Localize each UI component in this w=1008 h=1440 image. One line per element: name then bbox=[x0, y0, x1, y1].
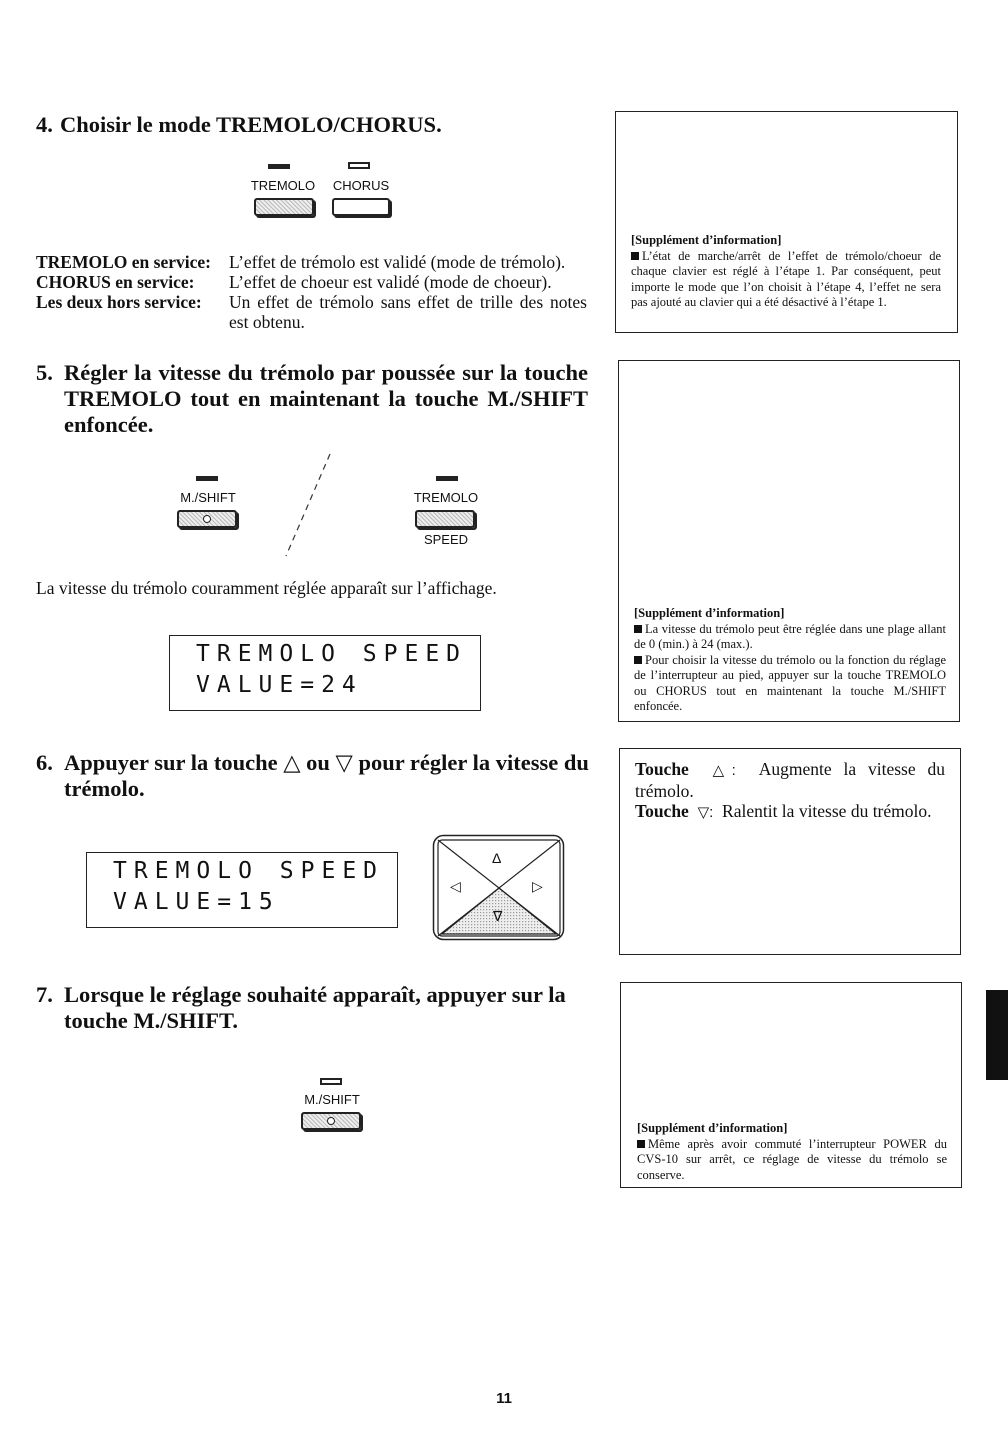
mode-desc: L’effet de trémolo est validé (mode de trémolo). bbox=[229, 252, 566, 272]
mode-row bbox=[36, 252, 590, 272]
shift-dot-icon bbox=[203, 515, 211, 523]
tremolo-button[interactable] bbox=[254, 198, 314, 216]
key-desc-text: Ralentit la vitesse du trémolo. bbox=[722, 801, 932, 821]
supplement-item-text: Pour choisir la vitesse du trémolo ou la fonction du réglage de l’interrupteur au pied, appuyer sur la touche TREMOLO ou CHORUS tout en maintenant la touche M./SHIFT enfoncée. bbox=[634, 652, 946, 713]
shift-led-off-icon bbox=[320, 1078, 342, 1085]
left-arrow-icon[interactable]: ◁ bbox=[450, 878, 461, 894]
speed-panel-label: SPEED bbox=[423, 532, 469, 547]
supplement-1 bbox=[631, 233, 941, 311]
shift-dot-icon bbox=[327, 1117, 335, 1125]
key-descriptions bbox=[635, 759, 945, 823]
tremolo-panel-label: TREMOLO bbox=[413, 490, 479, 505]
tremolo-speed-button[interactable] bbox=[415, 510, 475, 528]
mode-row bbox=[36, 272, 590, 292]
step5-panel bbox=[170, 452, 500, 558]
supplement-title: [Supplément d’information] bbox=[634, 606, 785, 620]
step6-heading bbox=[36, 750, 590, 802]
mode-desc: Un effet de trémolo sans effet de trille des notes est obtenu. bbox=[229, 292, 587, 332]
chorus-button[interactable] bbox=[332, 198, 390, 216]
supplement-item bbox=[634, 622, 946, 653]
step7-title: Lorsque le réglage souhaité apparaît, appuyer sur la touche M./SHIFT. bbox=[64, 982, 566, 1033]
step5-note: La vitesse du trémolo couramment réglée apparaît sur l’affichage. bbox=[36, 578, 497, 598]
lcd-line1: TREMOLO SPEED bbox=[196, 641, 468, 667]
lcd-line2: VALUE=15 bbox=[113, 889, 280, 915]
supplement-title: [Supplément d’information] bbox=[631, 233, 782, 247]
up-triangle-icon: △: bbox=[712, 762, 736, 779]
right-arrow-icon[interactable]: ▷ bbox=[532, 878, 543, 894]
down-arrow-icon[interactable]: ∇ bbox=[493, 908, 503, 924]
lcd-line1: TREMOLO SPEED bbox=[113, 858, 385, 884]
mode-label: CHORUS en service: bbox=[36, 272, 195, 292]
lcd-display-speed-24 bbox=[169, 635, 481, 711]
bullet-icon bbox=[634, 625, 642, 633]
tremolo-led-on-icon bbox=[268, 164, 290, 169]
tremolo-panel-label: TREMOLO bbox=[250, 178, 316, 193]
step4-title: Choisir le mode TREMOLO/CHORUS. bbox=[60, 112, 442, 137]
slash-divider bbox=[278, 452, 338, 558]
lcd-display-speed-15 bbox=[86, 852, 398, 928]
key-desc-up bbox=[635, 759, 945, 801]
bullet-icon bbox=[634, 656, 642, 664]
lcd-line2: VALUE=24 bbox=[196, 672, 363, 698]
step5-heading bbox=[36, 360, 588, 438]
mode-row bbox=[36, 292, 590, 332]
sidebar-box-4 bbox=[620, 982, 962, 1188]
step7-panel bbox=[294, 1076, 374, 1156]
supplement-item bbox=[634, 653, 946, 715]
step4-number: 4. bbox=[36, 112, 53, 137]
supplement-text bbox=[631, 249, 941, 311]
supplement-2 bbox=[634, 606, 946, 715]
bullet-icon bbox=[637, 1140, 645, 1148]
step7-heading bbox=[36, 982, 592, 1034]
supplement-body: Même après avoir commuté l’interrupteur POWER du CVS-10 sur arrêt, ce réglage de vitesse du trémolo se conserve. bbox=[637, 1136, 947, 1182]
shift-button[interactable] bbox=[177, 510, 237, 528]
shift-panel-label: M./SHIFT bbox=[180, 490, 236, 505]
supplement-4 bbox=[637, 1121, 947, 1183]
arrow-keypad bbox=[432, 834, 566, 942]
step4-panel bbox=[244, 160, 404, 220]
sidebar-box-3 bbox=[619, 748, 961, 955]
tremolo-led-on-icon bbox=[436, 476, 458, 481]
mode-desc: L’effet de choeur est validé (mode de choeur). bbox=[229, 272, 552, 292]
key-desc-down bbox=[635, 801, 945, 823]
up-arrow-icon[interactable]: Δ bbox=[492, 850, 502, 866]
key-desc-text: Augmente la vitesse du trémolo. bbox=[635, 759, 946, 801]
bullet-icon bbox=[631, 252, 639, 260]
supplement-body: L’état de marche/arrêt de l’effet de trémolo/choeur de chaque clavier est réglé à l’étape 1. Par conséquent, peut importe le mode que l’on choisit à l’étape 4, l’effet ne sera pas ajouté au clavier qui a été désactivé à l’étape 1. bbox=[631, 248, 941, 309]
shift-led-on-icon bbox=[196, 476, 218, 481]
shift-panel-label: M./SHIFT bbox=[304, 1092, 360, 1107]
key-word: Touche bbox=[635, 801, 689, 821]
step4-mode-list bbox=[36, 252, 590, 332]
step4-heading bbox=[36, 112, 596, 138]
chorus-panel-label: CHORUS bbox=[332, 178, 390, 193]
mode-label: TREMOLO en service: bbox=[36, 252, 211, 272]
page-number: 11 bbox=[496, 1390, 512, 1407]
step5-title: Régler la vitesse du trémolo par poussée sur la touche TREMOLO tout en maintenant la touche M./SHIFT enfoncée. bbox=[64, 360, 588, 437]
supplement-title: [Supplément d’information] bbox=[637, 1121, 788, 1135]
key-word: Touche bbox=[635, 759, 689, 779]
chapter-tab-marker bbox=[986, 990, 1008, 1080]
sidebar-box-1 bbox=[615, 111, 958, 333]
chorus-led-off-icon bbox=[348, 162, 370, 169]
step6-title: Appuyer sur la touche △ ou ▽ pour régler la vitesse du trémolo. bbox=[64, 750, 589, 801]
shift-button[interactable] bbox=[301, 1112, 361, 1130]
sidebar-box-2 bbox=[618, 360, 960, 722]
supplement-text bbox=[637, 1137, 947, 1184]
down-triangle-icon: ▽: bbox=[697, 804, 714, 821]
step6-number: 6. bbox=[36, 750, 53, 775]
mode-label: Les deux hors service: bbox=[36, 292, 202, 312]
step7-number: 7. bbox=[36, 982, 53, 1007]
supplement-item-text: La vitesse du trémolo peut être réglée dans une plage allant de 0 (min.) à 24 (max.). bbox=[634, 621, 946, 651]
step5-number: 5. bbox=[36, 360, 53, 385]
